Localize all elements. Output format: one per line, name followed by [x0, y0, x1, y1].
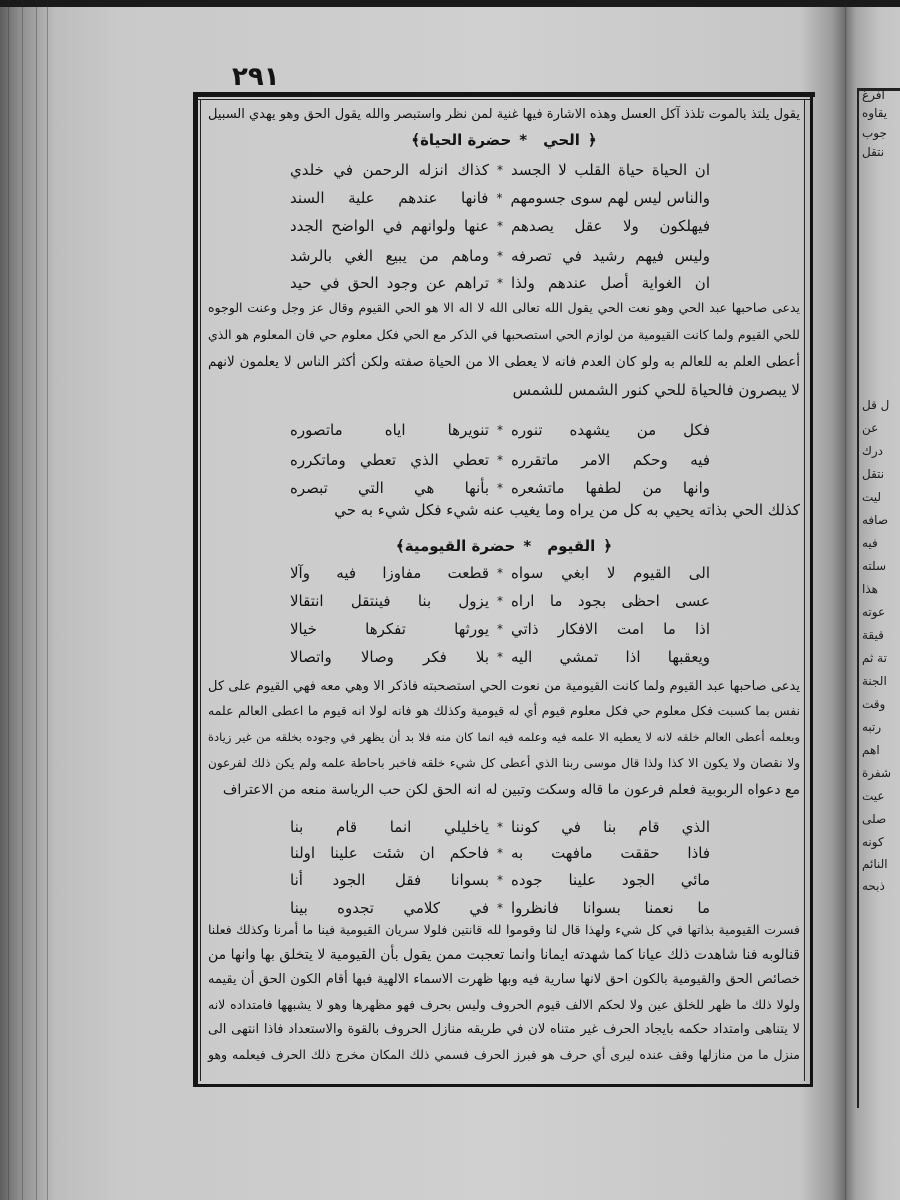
- facing-page-fragment: جوب: [862, 126, 887, 140]
- heading-name: القيوم: [547, 537, 596, 555]
- verse-second-hemistich: تعطي الذي تعطي وماتكرره: [290, 451, 489, 469]
- prose-line: لا يتناهى وامتداد حكمه بايجاد الحرف غير متناه لان في طريقه منازل الحروف بالقوة والاستعداد فاذا انتهى الى: [208, 1022, 800, 1037]
- verse-second-hemistich: في كلامي تجدوه بينا: [290, 899, 489, 917]
- verse-line: [290, 617, 710, 641]
- verse-separator-star: *: [497, 820, 503, 834]
- prose-line: يقول يلتذ بالموت تلذذ آكل العسل وهذه الاشارة فيها غنية لمن نظر واستبصر والله يقول الحق وهو يهدي السبيل: [208, 107, 800, 122]
- facing-page-fragment: ل قل: [862, 398, 890, 412]
- frame-border-left-inner: [200, 99, 201, 1081]
- frame-border-top: [193, 92, 815, 97]
- prose-line: يدعى صاحبها عبد الحي وهو نعت الحي يقول الله تعالى الله لا اله الا هو الحي القيوم وقال عز وجل وعنت الوجوه: [208, 300, 800, 315]
- facing-page-fragment: عوته: [862, 605, 886, 619]
- heading-separator: *: [523, 537, 532, 555]
- facing-page-fragment: شفرة: [862, 766, 892, 780]
- prose-line: لا يبصرون فالحياة للحي كنور الشمس للشمس: [512, 381, 800, 399]
- verse-line: [290, 841, 710, 865]
- verse-line: [290, 476, 710, 500]
- verse-first-hemistich: والناس ليس لهم سوى جسومهم: [510, 189, 710, 207]
- page-stack-edge: [8, 0, 9, 1200]
- verse-first-hemistich: اذا ما امت الافكار ذاتي: [511, 620, 710, 638]
- verse-line: [290, 186, 710, 210]
- prose-line: أعطى العلم به للعالم به ولو كان العدم فانه لا يعطى الا من الحياة صفته ولكن أكثر الناس لا يعلمون لانهم: [208, 354, 800, 370]
- verse-separator-star: *: [497, 481, 503, 495]
- facing-page-fragment: سلته: [862, 559, 887, 573]
- frame-border-bottom: [193, 1084, 813, 1087]
- verse-first-hemistich: ما نعمنا بسوانا فانظروا: [511, 899, 710, 917]
- verse-line: [290, 158, 710, 182]
- verse-first-hemistich: مائي الجود علينا جوده: [511, 871, 710, 889]
- verse-second-hemistich: كذاك انزله الرحمن في خلدي: [290, 161, 489, 179]
- verse-first-hemistich: وليس فيهم رشيد في تصرفه: [511, 247, 710, 265]
- facing-page-fragment: نتقل: [862, 145, 885, 159]
- verse-second-hemistich: ياخليلي انما قام بنا: [290, 818, 489, 836]
- verse-separator-star: *: [497, 276, 503, 290]
- facing-page-fragment: الجنة: [862, 674, 887, 688]
- prose-line: خصائص الحق والقيومية بالكون احق لانها سارية فيه وبها ظهرت الاسماء الالهية فبها أقام الكون الحق أن يقيمه: [208, 972, 800, 987]
- verse-first-hemistich: فيهلكون ولا عقل يصدهم: [511, 217, 710, 235]
- section-heading: [208, 128, 800, 152]
- scan-top-edge: [0, 0, 900, 7]
- facing-page-fragment: تة ثم: [862, 651, 887, 665]
- verse-first-hemistich: ان الحياة حياة القلب لا الجسد: [511, 161, 710, 179]
- facing-page-fragment: النائم: [862, 857, 888, 871]
- verse-separator-star: *: [497, 846, 503, 860]
- verse-second-hemistich: يورثها تفكرها خيالا: [290, 620, 489, 638]
- prose-line: فسرت القيومية بذاتها في كل شيء ولهذا قال لنا وقوموا لله قانتين فلولا سريان القيومية فينا ما أمرنا وكذلك فعلنا: [208, 922, 800, 937]
- prose-line: للحي القيوم ولما كانت القيومية من لوازم الحي استصحبها في الذكر مع الحي فكل معلوم حي فان المعلوم هو الذي: [208, 327, 800, 342]
- prose-line: ولا نقصان ولا يكون الا كذا ولذا قال موسى ربنا الذي أعطى كل شيء خلقه فاخبر باحاطة علمه ولم يكن ذلك لفرعون: [208, 756, 800, 770]
- page-stack-edge: [36, 0, 37, 1200]
- facing-page-fragment: رتبه: [862, 720, 882, 734]
- verse-first-hemistich: الى القيوم لا ابغي سواه: [511, 564, 710, 582]
- verse-separator-star: *: [497, 873, 503, 887]
- prose-line: نفس بما كسبت فكل معلوم حي فكل معلوم قيوم أي له قيومية وكذلك هو فانه لولا انه قيوم ما اعطى العالم علمه: [208, 703, 800, 718]
- verse-second-hemistich: عنها ولوانهم في الواضح الجدد: [290, 217, 489, 235]
- verse-line: [290, 214, 710, 238]
- verse-separator-star: *: [497, 219, 503, 233]
- frame-border-right: [810, 92, 813, 1087]
- frame-border-left: [193, 92, 198, 1087]
- facing-page-fragment: صلى: [862, 812, 887, 826]
- verse-separator-star: *: [497, 566, 503, 580]
- page-stack-edge: [22, 0, 23, 1200]
- verse-separator-star: *: [497, 163, 503, 177]
- verse-separator-star: *: [496, 191, 503, 205]
- verse-second-hemistich: فاحكم ان شئت علينا اولنا: [290, 844, 489, 862]
- heading-close-mark: ﴾: [411, 131, 421, 149]
- verse-line: [290, 244, 710, 268]
- facing-page-fragment: وقت: [862, 697, 886, 711]
- verse-second-hemistich: بأنها هي التي تبصره: [290, 479, 489, 497]
- verse-line: [290, 448, 710, 472]
- facing-page-fragment: يقاوه: [862, 106, 888, 120]
- verse-first-hemistich: وانها من لطفها ماتشعره: [511, 479, 710, 497]
- book-gutter: [845, 0, 846, 1200]
- prose-line: ولولا ذلك ما ظهر للخلق عين ولا لحكم الالف قيوم الحروف وليس بحرف فهو مظهرها وهو لا يشبهها فامتداده لانه: [208, 997, 800, 1012]
- verse-separator-star: *: [497, 453, 503, 467]
- section-heading: [208, 534, 800, 558]
- prose-line: قنالوبه فنا شاهدت ذلك عيانا كما شهدته ايمانا وانما تعجبت ممن يقول بأن القيومية لا يتخلق بها وانها من: [208, 947, 800, 963]
- verse-separator-star: *: [497, 249, 503, 263]
- heading-title: حضرة القيومية: [404, 537, 516, 555]
- verse-separator-star: *: [497, 423, 503, 437]
- verse-second-hemistich: فانها عندهم علية السند: [290, 189, 489, 207]
- facing-page-fragment: درك: [862, 444, 884, 458]
- verse-second-hemistich: وماهم من يبيع الغي بالرشد: [290, 247, 489, 265]
- prose-line: منزل ما من منازلها وقف عنده ليرى أي حرف هو فبرز الحرف فسمي ذلك المكان مخرج ذلك الحرف فيعلمه وهو: [208, 1047, 800, 1062]
- prose-line: يدعى صاحبها عبد القيوم ولما كانت القيومية من نعوت الحي استصحبته فاذكر الا وهي معه فهي القيوم على كل: [208, 679, 800, 694]
- verse-separator-star: *: [497, 622, 503, 636]
- verse-second-hemistich: بلا فكر وصالا واتصالا: [290, 648, 489, 666]
- prose-line: كذلك الحي بذاته يحيي به كل من يراه وما يغيب عنه شيء فكل شيء به حي: [334, 501, 800, 519]
- facing-page-fragment: ليت: [862, 490, 882, 504]
- heading-name: الحي: [543, 131, 580, 149]
- heading-title: حضرة الحياة: [420, 131, 512, 149]
- verse-first-hemistich: ان الغواية أصل عندهم ولذا: [511, 274, 710, 292]
- facing-page-fragment: افرغ: [862, 88, 885, 102]
- page-number: ٢٩١: [232, 62, 280, 92]
- verse-second-hemistich: بسوانا فقل الجود أنا: [290, 871, 489, 889]
- verse-separator-star: *: [497, 594, 503, 608]
- verse-second-hemistich: تنويرها اياه ماتصوره: [290, 421, 489, 439]
- prose-line: وبعلمه أعطى العالم خلقه لانه لا يعطيه الا علمه فيه وعلمه فيه انما كان منه فلا بد أن يظهر في وجوده بخلقه من غير زيادة: [208, 730, 800, 744]
- verse-first-hemistich: فكل من يشهده تنوره: [511, 421, 710, 439]
- facing-page-fragment: نتقل: [862, 467, 885, 481]
- prose-line: مع دعواه الربوبية فعلم فرعون ما قاله وسكت وتبين له انه الحق لكن حب الرياسة منعه من الاعتراف: [222, 782, 800, 798]
- verse-first-hemistich: ويعقبها اذا تمشي اليه: [511, 648, 710, 666]
- verse-line: [290, 896, 710, 920]
- verse-first-hemistich: عسى احظى بجود ما اراه: [511, 592, 710, 610]
- frame-border-right-inner: [804, 99, 805, 1081]
- verse-line: [290, 868, 710, 892]
- verse-separator-star: *: [497, 650, 503, 664]
- verse-line: [290, 561, 710, 585]
- facing-page-fragment: ذبحه: [862, 879, 885, 893]
- facing-page-frame: [857, 88, 859, 1108]
- frame-border-top-inner: [198, 99, 810, 100]
- facing-page-fragment: صافه: [862, 513, 889, 527]
- facing-page-fragment: كونه: [862, 835, 884, 849]
- facing-page-fragment: عيت: [862, 789, 885, 803]
- heading-separator: *: [519, 131, 528, 149]
- verse-line: [290, 815, 710, 839]
- verse-first-hemistich: فيه وحكم الامر ماتقرره: [511, 451, 710, 469]
- page-stack-edge: [47, 0, 48, 1200]
- facing-page-fragment: قيقة: [862, 628, 884, 642]
- verse-second-hemistich: تراهم عن وجود الحق في حيد: [290, 274, 489, 292]
- verse-second-hemistich: قطعت مفاوزا فيه وآلا: [290, 564, 489, 582]
- verse-line: [290, 271, 710, 295]
- facing-page-fragment: فيه: [862, 536, 878, 550]
- facing-page-fragment: عن: [862, 421, 879, 435]
- verse-first-hemistich: الذي قام بنا في كوننا: [511, 818, 710, 836]
- facing-page-fragment: اهم: [862, 743, 880, 757]
- verse-line: [290, 418, 710, 442]
- verse-line: [290, 645, 710, 669]
- heading-close-mark: ﴾: [395, 537, 405, 555]
- heading-open-mark: ﴿: [587, 131, 597, 149]
- verse-line: [290, 589, 710, 613]
- facing-page-fragment: هذا: [862, 582, 878, 596]
- verse-first-hemistich: فاذا حققت مافهت به: [511, 844, 710, 862]
- heading-open-mark: ﴿: [603, 537, 613, 555]
- verse-separator-star: *: [497, 901, 503, 915]
- verse-second-hemistich: يزول بنا فينتقل انتقالا: [290, 592, 489, 610]
